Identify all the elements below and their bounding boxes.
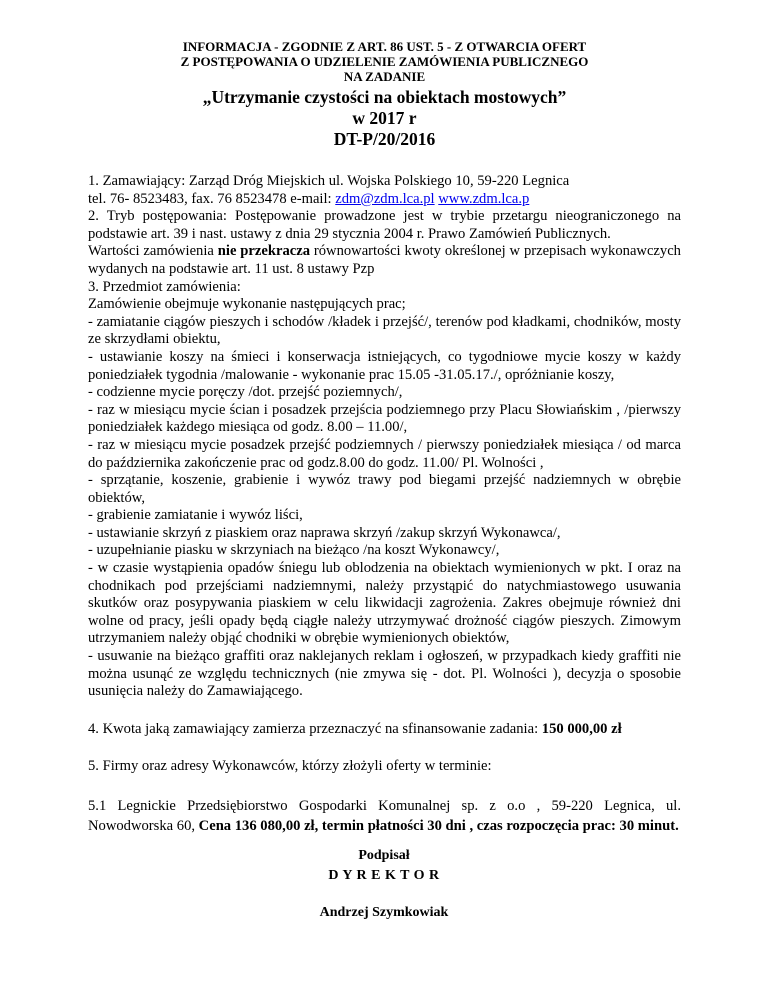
section-5-text: 5. Firmy oraz adresy Wykonawców, którzy złożyli oferty w terminie: [88,758,492,775]
header-line-1: INFORMACJA - ZGODNIE Z ART. 86 UST. 5 - Z OTWARCIA OFERT [182,39,587,54]
section-3-heading: 3. Przedmiot zamówienia: [88,278,241,295]
offer-5-1 [88,796,681,836]
section-1-contact [88,191,681,209]
header-line-3: NA ZADANIE [343,69,426,84]
signature-position: D Y R E K T O R [328,868,440,883]
contact-text: tel. 76- 8523483, fax. 76 8523478 e-mail: [88,190,336,207]
budget-text: 4. Kwota jaką zamawiający zamierza przeznaczyć na sfinansowanie zadania: [88,720,542,737]
value-emphasis: nie przekracza [217,243,310,260]
section-1-text: 1. Zamawiający: Zarząd Dróg Miejskich ul. Wojska Polskiego 10, 59-220 Legnica [88,173,570,189]
document-title: „Utrzymanie czystości na obiektach mostowych” [202,87,567,107]
section-2-value [88,243,681,278]
section-2-text: 2. Tryb postępowania: Postępowanie prowadzone jest w trybie przetargu nieograniczonego na podstawie art. 39 i nast. ustawy z dnia 29 stycznia 2004 r. Prawo Zamówień Publicznych. [88,208,681,242]
signature-name: Andrzej Szymkowiak [319,905,449,920]
scope-item: - zamiatanie ciągów pieszych i schodów /kładek i przejść/, terenów pod kładkami, chodników, mosty ze skrzydłami obiektu, [88,313,681,348]
scope-item: - ustawianie koszy na śmieci i konserwacja istniejących, co tygodniowe mycie koszy w każdy poniedziałek tygodnia /malowanie - wykonanie prac 15.05 -31.05.17./, opróżnianie koszy, [88,348,681,383]
signature-signed: Podpisał [358,848,410,863]
offer-contractor: 5.1 Legnickie Przedsiębiorstwo Gospodarki Komunalnej sp. z o.o , 59-220 Legnica, ul. Nowodworska 60, [88,798,681,834]
scope-item: - sprzątanie, koszenie, grabienie i wywóz trawy pod biegami przejść nadziemnych w obrębie obiektów, [88,472,681,506]
value-text-end: równowartości kwoty określonej w przepisach wykonawczych wydanych na podstawie art. 11 ust. 8 ustawy Pzp [88,243,681,277]
header-line-2: Z POSTĘPOWANIA O UDZIELENIE ZAMÓWIENIA PUBLICZNEGO [180,54,589,69]
offer-terms: Cena 136 080,00 zł, termin płatności 30 dni , czas rozpoczęcia prac: 30 minut. [198,818,679,834]
scope-item: - grabienie zamiatanie i wywóz liści, [88,507,303,524]
document-page [88,39,681,836]
scope-item: - codzienne mycie poręczy /dot. przejść poziemnych/, [88,384,403,401]
section-3-intro: Zamówienie obejmuje wykonanie następujących prac; [88,296,406,313]
section-4 [88,721,681,739]
scope-item: - w czasie wystąpienia opadów śniegu lub oblodzenia na obiektach wymienionych w pkt. I oraz na chodnikach pod przejściami nadziemnymi, należy przystąpić do natychmiastowego usuwania skutków oraz posypywania piaskiem w celu likwidacji zagrożenia. Zakres obejmuje również dni wolne od pracy, jeśli opady będą ciągłe należy utrzymywać drożność ciągów pieszych. Zimowym utrzymaniem należy objąć chodniki w obrębie wymienionych obiektów, [88,560,681,647]
scope-item: - usuwanie na bieżąco graffiti oraz naklejanych reklam i ogłoszeń, w przypadkach kiedy graffiti nie można usunąć ze względu technicznych (nie zmywa się - dot. Pl. Wolności ), decyzja o sposobie usunięcia należy do Zamawiającego. [88,648,681,700]
email-link[interactable]: zdm@zdm.lca.pl [335,190,435,207]
budget-amount: 150 000,00 zł [541,720,622,737]
website-link[interactable]: www.zdm.lca.p [438,190,530,207]
scope-item: - raz w miesiącu mycie ścian i posadzek przejścia podziemnego przy Placu Słowiańskim , /pierwszy poniedziałek każdego miesiąca od godz. 8.00 – 11.00/, [88,401,681,436]
scope-item: - ustawianie skrzyń z piaskiem oraz naprawa skrzyń /zakup skrzyń Wykonawca/, [88,524,561,541]
scope-item: - uzupełnianie piasku w skrzyniach na bieżąco /na koszt Wykonawcy/, [88,542,500,559]
value-text-start: Wartości zamówienia [88,243,218,260]
document-reference: DT-P/20/2016 [333,129,436,149]
document-year: w 2017 r [352,108,417,128]
scope-item: - raz w miesiącu mycie posadzek przejść podziemnych / pierwszy poniedziałek miesiąca / od marca do października zakończenie prac od godz.8.00 do godz. 11.00/ Pl. Wolności , [88,436,681,471]
